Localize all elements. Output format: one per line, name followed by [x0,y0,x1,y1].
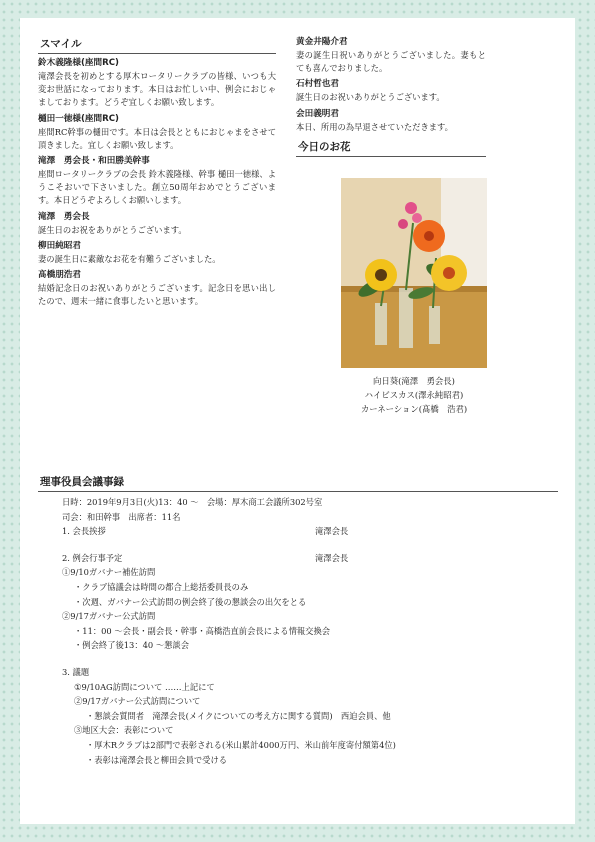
smile-item-name: 会田義明君 [296,108,339,119]
minutes-spacer [38,653,558,665]
minutes-line-text: 3. 議題 [62,666,90,677]
smile-item-body: 座間ロータリークラブの会長 鈴木義隆様、幹事 樋田一徳様、ようこそおいで下さいました。創立50周年おめでとうございます。本日どうぞよろしくお願いします。 [38,169,276,206]
minutes-line-text: ・例会終了後13：40 ～懇談会 [74,640,190,651]
smile-item-body: 妻の誕生日祝いありがとうございました。妻もとても喜んでおりました。 [296,50,486,74]
flower-illustration [341,178,487,368]
minutes-line [38,680,558,695]
smile-item-body: 本日、所用の為早退させていただきます。 [296,121,453,132]
minutes-line [38,665,558,680]
minutes-line [38,694,558,709]
minutes-line [38,495,558,510]
flowers-title: 今日のお花 [296,139,486,157]
minutes-line-text: ②9/17ガバナー公式訪問について [74,696,201,707]
caption-carnation: カーネーション(髙橋 浩君) [360,404,468,414]
minutes-line-text: 2. 例会行事予定 [62,552,123,563]
minutes-line [38,524,558,539]
smile-item-name: 石村哲也君 [296,79,339,90]
minutes-spacer [38,539,558,551]
minutes-line [38,753,558,768]
smile-item-name: 滝澤 勇会長・和田勝美幹事 [38,156,150,167]
smile-item-body: 結婚記念日のお祝いありがとうございます。記念日を思い出したので、週末一緒に食事したいと思います。 [38,283,276,307]
minutes-line [38,551,558,566]
minutes-line-text: ①9/10AG訪問について ……上記にて [74,681,215,692]
smile-item-body: 誕生日のお祝をありがとうございます。 [38,224,187,235]
minutes-line-text: ・クラブ協議会は時間の都合上総括委員長のみ [74,581,249,592]
flower-photo [341,178,487,368]
smile-item-name: 髙橋朋浩君 [38,270,81,281]
minutes-line [38,723,558,738]
minutes-line [38,638,558,653]
flower-captions [330,374,498,416]
minutes-line-text: 1. 会長挨拶 [62,526,106,537]
minutes-line [38,624,558,639]
minutes-line [38,565,558,580]
minutes-line-text: ③地区大会：表彰について [74,725,174,736]
smile-item-body: 滝澤会長を初めとする厚木ロータリークラブの皆様、いつも大変お世話になっております。本日はお忙しい中、例会におじゃましております。どうぞ宜しくお願い致します。 [38,71,276,108]
smile-item-body: 妻の誕生日に素敵なお花を有難うございました。 [38,253,221,264]
caption-sunflower: 向日葵(滝澤 勇会長) [373,376,455,386]
smile-title: スマイル [38,36,276,54]
minutes-line [38,709,558,724]
minutes-line-text: 司会：和田幹事 出席者：11名 [62,511,181,522]
minutes-line [38,595,558,610]
minutes-line-text: ・厚木Rクラブは2部門で表彰される(米山累計4000万円、米山前年度寄付額第4位) [86,739,396,750]
caption-hibiscus: ハイビスカス(澤永純昭君) [364,390,464,400]
minutes-line [38,580,558,595]
smile-item-body: 座間RC幹事の樋田です。本日は会長とともにおじゃまをさせて頂きました。宜しくお願い致します。 [38,126,276,150]
minutes-section [38,474,558,767]
minutes-line-presenter: 滝澤会長 [315,526,349,537]
minutes-title: 理事役員会議事録 [38,474,558,492]
minutes-line-text: ・次週、ガバナー公式訪問の例会終了後の懇談会の出欠をとる [74,596,307,607]
smile-item-name: 黄金井陽介君 [296,37,348,47]
minutes-line-text: 日時：2019年9月3日(火)13：40 ～ 会場：厚木商工会議所302号室 [62,497,323,507]
smile-item-name: 柳田純昭君 [38,240,81,251]
minutes-line [38,738,558,753]
minutes-line-text: ①9/10ガバナー補佐訪問 [62,567,156,578]
minutes-line-text: ・懇談会質問者 滝澤会長(メイクについての考え方に関する質問) 西迫会員、他 [86,710,391,721]
minutes-line-text: ②9/17ガバナー公式訪問 [62,611,156,622]
minutes-line-text: ・11：00 ～会長・副会長・幹事・高橋浩直前会長による情報交換会 [74,625,331,636]
smile-item-name: 滝澤 勇会長 [38,211,90,222]
minutes-line [38,510,558,525]
smile-continued-section [296,36,486,157]
minutes-line-text: ・表彰は滝澤会長と柳田会員で受ける [86,754,228,765]
smile-item-name: 樋田一徳様(座間RC) [38,113,119,124]
smile-item-body: 誕生日のお祝いありがとうございます。 [296,92,445,103]
smile-item-name: 鈴木義隆様(座間RC) [38,58,119,68]
minutes-line [38,609,558,624]
smile-section [38,36,276,308]
minutes-line-presenter: 滝澤会長 [315,552,349,563]
